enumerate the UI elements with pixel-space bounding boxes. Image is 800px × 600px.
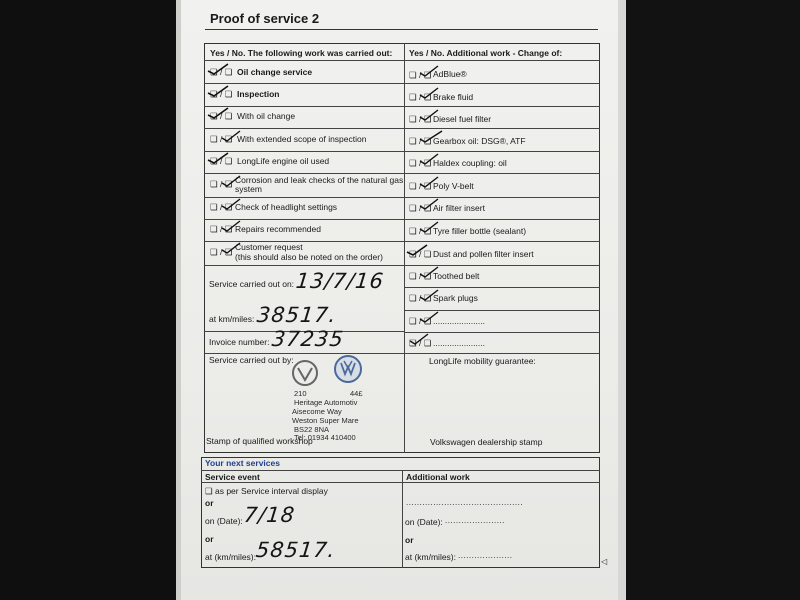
yes-no-checkbox[interactable]: ❏ / ❏ [409, 92, 432, 102]
row-line [204, 106, 600, 107]
row-customer-request: Customer request [235, 242, 303, 252]
stamp-number: 210 [294, 389, 307, 398]
next-km-handwritten: 58517. [254, 538, 337, 562]
yes-no-checkbox[interactable]: ❏ / ❏ [210, 134, 233, 144]
tick-mark [418, 64, 440, 78]
row-line [204, 60, 600, 61]
yes-no-checkbox[interactable]: ❏ / ❏ [210, 89, 233, 99]
tick-mark [206, 84, 233, 99]
yes-no-checkbox[interactable]: ❏ / ❏ [210, 247, 233, 257]
tick-mark [418, 197, 440, 211]
yes-no-checkbox[interactable]: ❏ / ❏ [409, 226, 432, 236]
row-diesel-filter: Diesel fuel filter [433, 114, 492, 124]
yes-no-checkbox[interactable]: ❏ / ❏ [210, 179, 233, 189]
yes-no-checkbox[interactable]: ❏ / ❏ [210, 67, 233, 77]
yes-no-checkbox[interactable]: ❏ / ❏ [210, 156, 233, 166]
km-handwritten: 38517. [255, 303, 338, 327]
carried-out-by-label: Service carried out by: [209, 355, 294, 365]
yes-no-checkbox[interactable]: ❏ / ❏ [210, 111, 233, 121]
yes-no-checkbox[interactable]: ❏ / ❏ [409, 136, 432, 146]
row-adblue: AdBlue® [433, 69, 467, 79]
next-km-label: at (km/miles): [205, 552, 256, 562]
row-corrosion-check: Corrosion and leak checks of the natural gas [235, 175, 404, 185]
invoice-handwritten: 37235 [270, 327, 346, 351]
row-blank-2: ...................... [433, 338, 485, 348]
row-line [204, 265, 600, 266]
row-brake-fluid: Brake fluid [433, 92, 474, 102]
longlife-guarantee-label: LongLife mobility guarantee: [429, 356, 536, 366]
additional-date-dots: ...................... [445, 516, 505, 525]
next-date-handwritten: 7/18 [242, 503, 297, 527]
row-oil-change-service: Oil change service [237, 67, 313, 77]
tick-mark [220, 241, 242, 255]
row-poly-v-belt: Poly V-belt [433, 181, 474, 191]
yes-no-checkbox[interactable]: ❏ / ❏ [409, 70, 432, 80]
row-line [204, 173, 600, 174]
stamp-street: Aisecome Way [292, 407, 342, 416]
row-gearbox-oil: Gearbox oil: DSG®, ATF [433, 136, 526, 146]
row-corrosion-check-line2: system [235, 184, 262, 194]
tick-mark [418, 265, 440, 279]
page-edge-right [618, 0, 626, 600]
row-inspection: Inspection [237, 89, 280, 99]
row-line [404, 332, 600, 333]
service-date-handwritten: 13/7/16 [294, 269, 386, 293]
background-left [0, 0, 176, 600]
row-pollen-filter: Dust and pollen filter insert [433, 249, 534, 259]
additional-work-header: Additional work [406, 472, 470, 482]
row-haldex-oil: Haldex coupling: oil [433, 158, 507, 168]
tick-mark [408, 332, 430, 346]
or-separator: or [205, 498, 214, 508]
invoice-label: Invoice number: [209, 337, 270, 347]
row-line [201, 470, 600, 471]
vw-dealership-stamp-label: Volkswagen dealership stamp [430, 437, 543, 447]
tick-mark [206, 151, 233, 166]
left-header: Yes / No. The following work was carried out: [210, 48, 393, 58]
tick-mark [220, 129, 242, 143]
tick-mark [206, 62, 233, 77]
service-event-header: Service event [205, 472, 260, 482]
row-line [204, 353, 600, 354]
or-separator: or [205, 534, 214, 544]
row-customer-request-line2: (this should also be noted on the order) [235, 252, 383, 262]
tick-mark [220, 219, 242, 233]
yes-no-checkbox[interactable]: ❏ / ❏ [409, 181, 432, 191]
row-tyre-filler: Tyre filler bottle (sealant) [433, 226, 527, 236]
right-header: Yes / No. Additional work - Change of: [409, 48, 563, 58]
next-date-label: on (Date): [205, 516, 243, 526]
tick-mark [418, 152, 440, 166]
row-line [204, 151, 600, 152]
page-corner-marker-icon: ◁ [601, 557, 608, 566]
stamp-postcode: BS22 8NA [294, 425, 330, 434]
yes-no-checkbox[interactable]: ❏ / ❏ [409, 158, 432, 168]
tick-mark [418, 175, 440, 189]
stamp-phone: Tel: 01934 410400 [294, 433, 356, 442]
row-extended-inspection: With extended scope of inspection [237, 134, 367, 144]
stamp-business-name: Heritage Automotiv [294, 398, 358, 407]
workshop-logo-icon [291, 359, 319, 387]
row-air-filter: Air filter insert [433, 203, 485, 213]
row-line [204, 219, 600, 220]
additional-work-dots: ........................................... [406, 498, 524, 507]
tick-mark [418, 310, 440, 324]
row-with-oil-change: With oil change [237, 111, 296, 121]
stamp-number-2: 44£ [350, 389, 363, 398]
row-spark-plugs: Spark plugs [433, 293, 478, 303]
vw-logo-icon [333, 354, 363, 384]
additional-date-label: on (Date): [405, 517, 443, 527]
tick-mark [418, 220, 440, 234]
yes-no-checkbox[interactable]: ❏ / ❏ [409, 338, 432, 348]
stamp-town: Weston Super Mare [292, 416, 359, 425]
row-blank-1: ...................... [433, 316, 485, 326]
row-line [201, 482, 600, 483]
tick-mark [220, 197, 242, 211]
yes-no-checkbox[interactable]: ❏ / ❏ [210, 202, 233, 212]
tick-mark [206, 106, 233, 121]
tick-mark [405, 243, 432, 259]
yes-no-checkbox[interactable]: ❏ / ❏ [409, 271, 432, 281]
page-title: Proof of service 2 [210, 11, 320, 26]
yes-no-checkbox[interactable]: ❏ / ❏ [409, 249, 432, 259]
row-line [204, 197, 600, 198]
yes-no-checkbox[interactable]: ❏ / ❏ [409, 316, 432, 326]
additional-km-label: at (km/miles): [405, 552, 456, 562]
tick-mark [418, 288, 440, 302]
yes-no-checkbox[interactable]: ❏ / ❏ [210, 224, 233, 234]
tick-mark [418, 108, 440, 122]
yes-no-checkbox[interactable]: ❏ / ❏ [409, 293, 432, 303]
additional-km-dots: .................... [458, 551, 513, 560]
background-right [625, 0, 800, 600]
next-services-heading: Your next services [205, 458, 280, 468]
yes-no-checkbox[interactable]: ❏ / ❏ [409, 114, 432, 124]
tick-mark [418, 130, 444, 144]
or-separator: or [405, 535, 414, 545]
row-line [204, 128, 600, 129]
row-repairs-recommended: Repairs recommended [235, 224, 321, 234]
yes-no-checkbox[interactable]: ❏ / ❏ [409, 203, 432, 213]
table-divider [402, 470, 403, 568]
km-label: at km/miles: [209, 314, 255, 324]
row-line [204, 83, 600, 84]
interval-display-option[interactable]: ❏ as per Service interval display [205, 486, 328, 496]
service-date-label: Service carried out on: [209, 279, 295, 289]
tick-mark [418, 86, 440, 100]
row-longlife-oil: LongLife engine oil used [237, 156, 330, 166]
title-underline [205, 29, 598, 30]
tick-mark [220, 174, 242, 188]
row-headlight-check: Check of headlight settings [235, 202, 338, 212]
workshop-stamp-label: Stamp of qualified workshop [206, 436, 313, 446]
row-toothed-belt: Toothed belt [433, 271, 480, 281]
